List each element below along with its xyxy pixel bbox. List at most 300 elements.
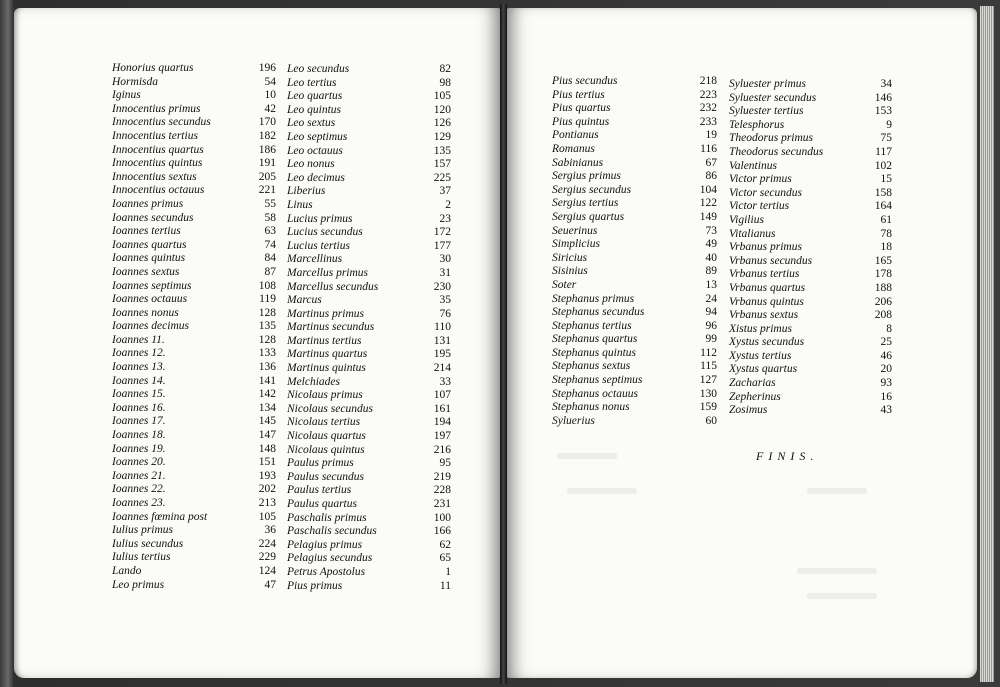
index-entry [287,484,451,498]
index-entry [112,538,276,552]
entry-name: Vigilius [729,213,764,226]
index-entry [112,157,276,171]
entry-name: Leo nonus [287,158,335,171]
index-entry [729,377,892,391]
index-entry [112,89,276,103]
index-entry [287,213,451,227]
entry-page-number: 86 [705,170,717,183]
index-entry [729,241,892,255]
index-entry [287,253,451,267]
entry-name: Martinus secundus [287,321,375,334]
entry-page-number: 19 [705,129,717,142]
index-entry [729,200,892,214]
index-entry [729,160,892,174]
index-entry [552,129,717,143]
entry-name: Hormisda [112,75,159,88]
entry-page-number: 13 [705,278,717,291]
entry-page-number: 221 [258,184,276,197]
entry-page-number: 130 [699,387,717,400]
entry-page-number: 16 [880,390,892,403]
entry-page-number: 24 [705,292,717,305]
entry-name: Ioannes 13. [112,361,166,374]
entry-name: Innocentius quintus [112,157,203,170]
entry-name: Vrbanus secundus [729,254,813,267]
entry-name: Paulus primus [287,457,354,470]
entry-name: Soter [552,278,577,291]
index-entry [729,323,892,337]
index-entry [287,512,451,526]
index-entry [287,444,451,458]
entry-page-number: 119 [259,293,276,306]
index-entry [729,363,892,377]
index-entry [552,211,717,225]
index-entry [729,146,892,160]
entry-name: Stephanus quintus [552,346,637,359]
finis-mark: FINIS. [756,449,819,463]
entry-page-number: 233 [699,115,717,128]
entry-name: Nicolaus quartus [287,430,366,443]
entry-name: Stephanus sextus [552,360,631,373]
entry-name: Valentinus [729,159,777,172]
entry-page-number: 100 [433,511,451,524]
entry-name: Telesphorus [729,118,785,131]
entry-name: Vrbanus quartus [729,281,806,294]
index-entry [287,321,451,335]
index-entry [112,252,276,266]
entry-page-number: 134 [258,401,276,414]
index-entry [729,404,892,418]
index-entry [112,579,276,593]
index-entry [552,279,717,293]
index-entry [552,238,717,252]
index-entry [552,388,717,402]
index-entry [729,173,892,187]
index-entry [287,131,451,145]
entry-page-number: 202 [258,483,276,496]
index-entry [287,294,451,308]
index-entry [112,76,276,90]
index-entry [552,265,717,279]
index-entry [729,92,892,106]
entry-page-number: 216 [433,443,451,456]
entry-page-number: 74 [264,238,276,251]
index-entry [112,388,276,402]
index-entry [287,498,451,512]
entry-name: Ioannes secundus [112,211,194,224]
entry-page-number: 205 [258,170,276,183]
entry-name: Marcellus secundus [287,280,379,293]
index-entry [112,402,276,416]
index-entry [112,415,276,429]
index-entry [287,199,451,213]
index-entry [552,102,717,116]
index-entry [729,282,892,296]
entry-page-number: 75 [880,132,892,145]
entry-page-number: 135 [433,144,451,157]
entry-page-number: 40 [705,251,717,264]
entry-page-number: 159 [699,401,717,414]
index-entry [112,347,276,361]
index-entry [729,228,892,242]
entry-page-number: 82 [439,63,451,75]
entry-name: Stephanus secundus [552,306,645,319]
entry-page-number: 145 [258,415,276,428]
entry-name: Leo octauus [287,144,343,157]
entry-page-number: 108 [258,279,276,292]
entry-page-number: 128 [258,333,276,346]
index-entry [112,483,276,497]
entry-page-number: 128 [258,306,276,319]
index-entry [287,376,451,390]
entry-name: Marcellinus [287,253,343,266]
entry-name: Ioannes primus [112,197,184,210]
index-entry [112,375,276,389]
entry-name: Leo secundus [287,63,350,75]
entry-name: Pius primus [287,579,343,592]
index-entry [552,143,717,157]
entry-name: Xistus primus [729,322,792,335]
index-entry [112,456,276,470]
entry-name: Sergius tertius [552,197,619,210]
index-entry [112,184,276,198]
entry-name: Martinus primus [287,307,364,320]
entry-page-number: 104 [699,183,717,196]
entry-page-number: 193 [258,469,276,482]
index-entry [287,552,451,566]
entry-page-number: 224 [258,537,276,550]
entry-page-number: 182 [258,129,276,142]
entry-page-number: 76 [439,307,451,320]
entry-page-number: 127 [699,374,717,387]
index-entry [112,198,276,212]
index-entry [287,117,451,131]
entry-page-number: 20 [880,363,892,376]
entry-page-number: 60 [705,414,717,427]
entry-name: Ioannes tertius [112,225,181,238]
entry-page-number: 9 [886,118,892,131]
entry-name: Victor tertius [729,200,790,213]
entry-name: Ioannes 15. [112,388,166,401]
entry-name: Innocentius octauus [112,184,205,197]
entry-name: Ioannes octauus [112,293,188,306]
entry-name: Theodorus primus [729,132,814,145]
entry-name: Vitalianus [729,227,776,240]
entry-page-number: 58 [264,211,276,224]
entry-page-number: 107 [433,389,451,402]
entry-name: Innocentius sextus [112,170,197,183]
index-entry [287,525,451,539]
index-entry [112,280,276,294]
index-entry [112,497,276,511]
entry-name: Stephanus octauus [552,387,638,400]
entry-page-number: 98 [439,76,451,89]
index-entry [729,255,892,269]
entry-name: Pius tertius [552,88,605,101]
entry-name: Ioannes 14. [112,374,166,387]
index-entry [729,268,892,282]
index-entry [287,281,451,295]
entry-page-number: 112 [700,346,717,359]
index-entry [112,171,276,185]
entry-name: Ioannes 18. [112,429,166,442]
entry-name: Pelagius primus [287,538,363,551]
entry-page-number: 228 [433,484,451,497]
index-entry [287,158,451,172]
index-entry [112,320,276,334]
index-entry [287,416,451,430]
entry-page-number: 158 [874,186,892,199]
index-entry [112,62,276,76]
entry-page-number: 15 [880,173,892,186]
entry-name: Sisinius [552,265,588,278]
entry-page-number: 30 [439,253,451,266]
entry-page-number: 223 [699,88,717,101]
entry-name: Ioannes 23. [112,497,166,509]
index-entry [287,471,451,485]
entry-page-number: 178 [874,268,892,281]
index-entry [552,197,717,211]
index-entry [552,320,717,334]
entry-page-number: 157 [433,158,451,171]
index-entry [552,306,717,320]
index-entry [287,240,451,254]
entry-page-number: 46 [880,349,892,362]
entry-name: Nicolaus tertius [287,416,361,429]
index-entry [112,443,276,457]
index-entry [729,336,892,350]
entry-page-number: 49 [705,238,717,251]
entry-page-number: 225 [433,171,451,184]
entry-name: Vrbanus sextus [729,309,799,322]
index-entry [287,308,451,322]
entry-name: Zacharias [729,377,776,390]
entry-name: Sabinianus [552,156,604,169]
entry-name: Ioannes nonus [112,306,179,319]
entry-name: Ioannes 16. [112,401,166,414]
entry-name: Leo septimus [287,130,348,143]
index-column-right-1 [552,75,717,428]
entry-page-number: 124 [258,564,276,577]
index-entry [552,333,717,347]
index-entry [287,580,451,594]
entry-page-number: 102 [874,159,892,172]
entry-name: Syluerius [552,414,595,427]
entry-name: Ioannes 21. [112,469,166,482]
entry-name: Seuerinus [552,224,598,237]
entry-page-number: 1 [445,565,451,578]
index-entry [287,267,451,281]
entry-name: Sergius secundus [552,183,632,196]
entry-page-number: 135 [258,320,276,333]
entry-page-number: 105 [258,510,276,523]
entry-name: Innocentius quartus [112,143,204,156]
entry-name: Innocentius primus [112,102,201,115]
entry-page-number: 73 [705,224,717,237]
entry-page-number: 35 [439,294,451,307]
entry-name: Leo primus [112,578,165,591]
entry-page-number: 63 [264,225,276,238]
entry-page-number: 31 [439,266,451,279]
entry-name: Ioannes sextus [112,265,180,278]
entry-name: Ioannes decimus [112,320,189,333]
index-entry [287,457,451,471]
entry-name: Victor primus [729,173,792,186]
entry-page-number: 62 [439,538,451,551]
index-entry [112,116,276,130]
entry-name: Xystus secundus [729,336,805,349]
entry-page-number: 105 [433,90,451,103]
index-entry [287,104,451,118]
entry-name: Theodorus secundus [729,145,824,158]
entry-name: Pelagius secundus [287,552,373,565]
entry-page-number: 43 [880,404,892,417]
index-entry [112,130,276,144]
entry-page-number: 231 [433,498,451,510]
entry-page-number: 164 [874,200,892,213]
entry-page-number: 116 [700,142,717,155]
entry-page-number: 136 [258,361,276,374]
index-entry [729,78,892,92]
index-entry [112,293,276,307]
index-entry [112,307,276,321]
entry-page-number: 93 [880,377,892,390]
index-entry [287,348,451,362]
index-entry [287,362,451,376]
entry-name: Nicolaus quintus [287,443,365,456]
index-entry [287,77,451,91]
entry-name: Simplicius [552,238,600,251]
index-entry [112,144,276,158]
entry-name: Ioannes septimus [112,279,192,292]
entry-page-number: 122 [699,197,717,210]
entry-name: Pius quartus [552,102,611,115]
index-entry [287,90,451,104]
index-entry [287,145,451,159]
index-entry [552,347,717,361]
entry-page-number: 149 [699,210,717,223]
entry-name: Leo decimus [287,171,345,184]
entry-name: Ioannes 19. [112,442,166,455]
entry-name: Honorius quartus [112,62,194,74]
index-entry [112,225,276,239]
entry-page-number: 84 [264,252,276,265]
entry-name: Petrus Apostolus [287,565,366,578]
index-entry [552,75,717,89]
index-entry [112,551,276,565]
entry-name: Nicolaus primus [287,389,363,402]
entry-name: Martinus quartus [287,348,368,361]
entry-name: Paulus secundus [287,470,364,483]
entry-name: Ioannes quartus [112,238,187,251]
entry-name: Pius secundus [552,75,618,87]
entry-page-number: 23 [439,212,451,225]
entry-name: Siricius [552,251,588,264]
index-entry [112,524,276,538]
entry-name: Ioannes 17. [112,415,166,428]
entry-page-number: 170 [258,116,276,129]
entry-page-number: 188 [874,281,892,294]
entry-name: Ioannes 22. [112,483,166,496]
book-gutter [500,4,507,684]
entry-page-number: 47 [264,578,276,591]
entry-name: Syluester secundus [729,91,817,104]
index-entry [552,293,717,307]
entry-page-number: 230 [433,280,451,293]
index-entry [112,361,276,375]
entry-page-number: 195 [433,348,451,361]
entry-page-number: 206 [874,295,892,308]
entry-name: Pontianus [552,129,599,142]
entry-page-number: 141 [258,374,276,387]
entry-name: Nicolaus secundus [287,402,373,415]
entry-name: Innocentius secundus [112,116,211,129]
index-entry [729,187,892,201]
entry-name: Syluester tertius [729,105,804,118]
index-entry [112,470,276,484]
entry-name: Romanus [552,142,595,155]
index-entry [729,119,892,133]
entry-name: Paschalis secundus [287,525,377,538]
index-entry [112,565,276,579]
index-entry [552,89,717,103]
index-entry [729,309,892,323]
entry-name: Ioannes 12. [112,347,166,360]
page-edge [980,6,994,682]
entry-name: Melchiades [287,375,341,388]
index-entry [112,212,276,226]
index-entry [287,539,451,553]
entry-page-number: 142 [258,388,276,401]
entry-page-number: 213 [258,497,276,509]
entry-name: Paschalis primus [287,511,367,524]
entry-name: Vrbanus quintus [729,295,804,308]
entry-name: Iulius tertius [112,551,171,564]
entry-page-number: 96 [705,319,717,332]
entry-page-number: 214 [433,362,451,375]
index-entry [552,170,717,184]
entry-page-number: 133 [258,347,276,360]
entry-name: Zepherinus [729,390,781,403]
entry-page-number: 165 [874,254,892,267]
entry-page-number: 120 [433,103,451,116]
entry-name: Marcus [287,294,322,307]
entry-page-number: 129 [433,130,451,143]
index-entry [112,429,276,443]
index-entry [287,430,451,444]
entry-name: Iulius secundus [112,537,184,550]
index-entry [287,335,451,349]
entry-page-number: 99 [705,333,717,346]
index-column-right-2 [729,78,892,418]
entry-page-number: 95 [439,457,451,470]
entry-page-number: 177 [433,239,451,252]
index-entry [552,252,717,266]
entry-name: Stephanus quartus [552,333,638,346]
entry-page-number: 196 [258,62,276,74]
entry-name: Stephanus septimus [552,374,643,387]
entry-page-number: 11 [439,579,451,592]
entry-page-number: 34 [880,78,892,90]
entry-page-number: 33 [439,375,451,388]
index-entry [729,296,892,310]
entry-page-number: 55 [264,197,276,210]
entry-page-number: 10 [264,89,276,102]
entry-page-number: 25 [880,336,892,349]
entry-name: Leo sextus [287,117,336,130]
entry-page-number: 147 [258,429,276,442]
index-entry [287,566,451,580]
index-entry [552,401,717,415]
